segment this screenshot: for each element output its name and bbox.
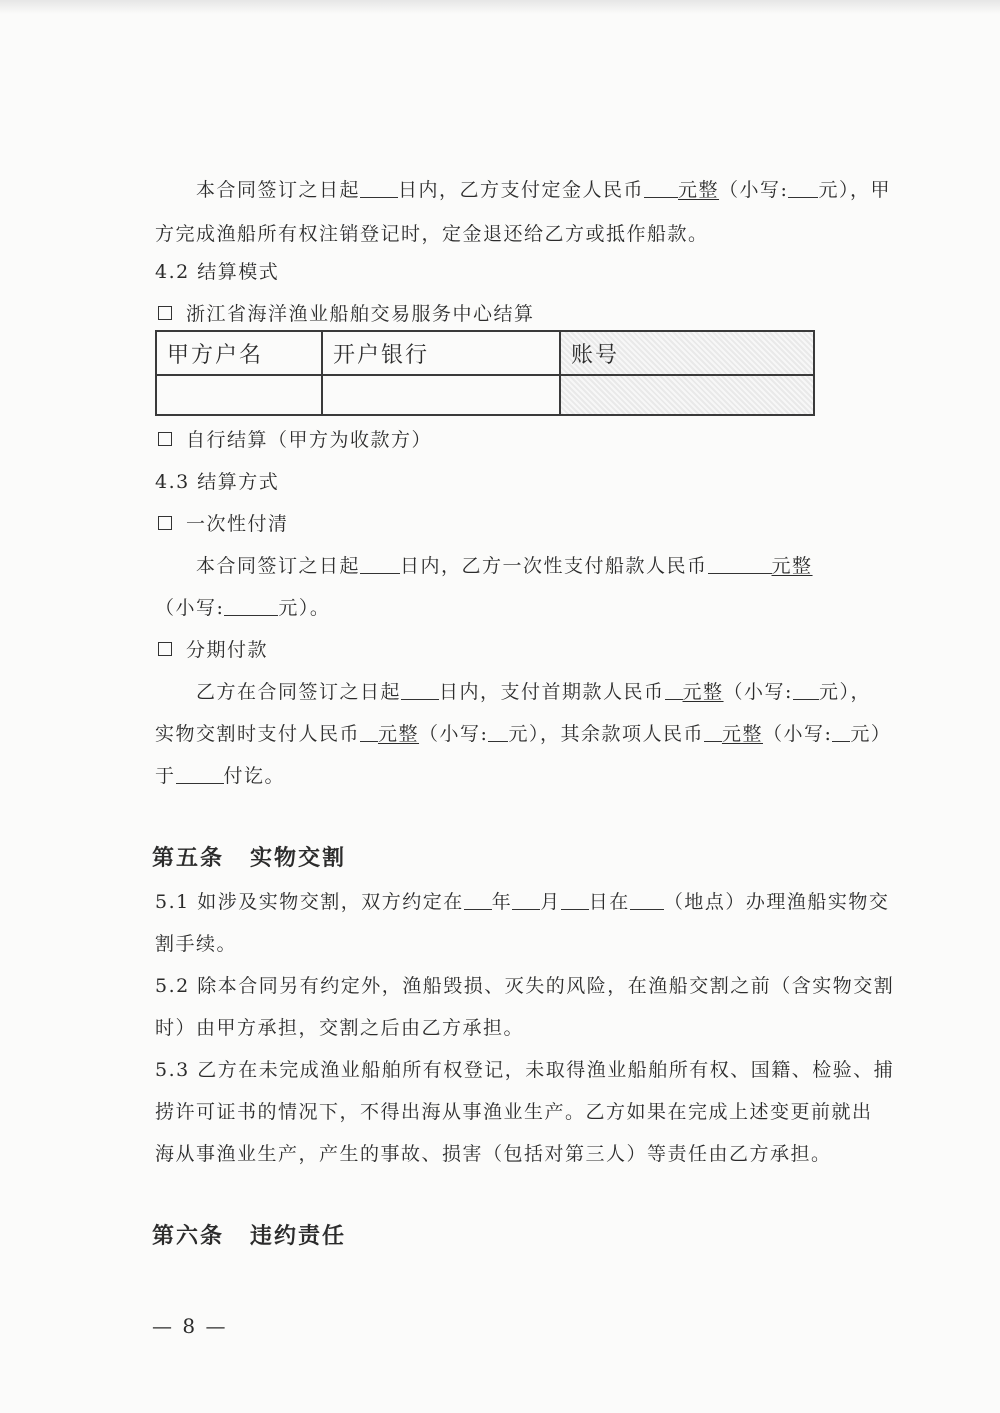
text: （小写: <box>762 723 833 745</box>
text: （小写: <box>723 681 793 703</box>
text: 日内，乙方一次性支付船款人民币 <box>400 555 708 577</box>
deposit-line-2: 方完成渔船所有权注销登记时，定金退还给乙方或抵作船款。 <box>155 223 709 245</box>
option-label: 一次性付清 <box>186 513 289 535</box>
article-5-heading <box>152 844 346 872</box>
checkbox[interactable] <box>158 642 172 656</box>
account-table <box>155 330 815 416</box>
text: 元整 <box>721 723 763 745</box>
deposit-line-1 <box>196 178 891 202</box>
article-title: 违约责任 <box>250 1223 347 1249</box>
option-self-settlement <box>158 428 432 452</box>
option-label: 浙江省海洋渔业船舶交易服务中心结算 <box>186 303 535 325</box>
text: 元整 <box>678 179 720 201</box>
page-number: — 8 — <box>152 1314 228 1338</box>
text: 乙方在合同签订之日起 <box>196 681 402 703</box>
one-time-line-1 <box>196 554 813 578</box>
cell-account-name[interactable] <box>156 375 322 415</box>
option-one-time <box>158 512 289 536</box>
text: 于 <box>155 765 176 787</box>
cell-account-number[interactable] <box>560 375 814 415</box>
blank-field <box>488 723 508 742</box>
text: 月 <box>540 891 561 913</box>
header-account-number: 账号 <box>560 331 814 375</box>
blank-field <box>176 765 224 784</box>
option-label: 自行结算（甲方为收款方） <box>186 429 433 451</box>
blank-field <box>793 681 819 700</box>
installment-line-3 <box>155 764 285 788</box>
blank-field <box>644 179 678 198</box>
article-number: 第六条 <box>152 1223 225 1249</box>
text: （小写: <box>719 179 789 201</box>
clause-5-3-line-1: 5.3 乙方在未完成渔业船舶所有权登记，未取得渔业船舶所有权、国籍、检验、捕 <box>155 1059 895 1081</box>
text: 年 <box>491 891 513 913</box>
article-title: 实物交割 <box>250 845 347 871</box>
article-number: 第五条 <box>152 845 225 871</box>
text: 元整 <box>378 723 420 745</box>
text: 本合同签订之日起 <box>196 555 361 577</box>
text: 实物交割时支付人民币 <box>155 723 361 745</box>
text: 元整 <box>682 681 724 703</box>
text: 元）。 <box>278 597 331 619</box>
text: 日在 <box>588 891 630 913</box>
text: （地点）办理渔船实物交 <box>663 891 890 913</box>
article-6-heading <box>152 1222 346 1250</box>
blank-field <box>360 555 400 574</box>
checkbox[interactable] <box>158 516 172 530</box>
text: 元） <box>850 723 892 745</box>
installment-line-1 <box>196 680 871 704</box>
blank-field <box>224 597 278 616</box>
text: 日内，乙方支付定金人民币 <box>398 179 645 201</box>
option-installment <box>158 638 268 662</box>
one-time-line-2 <box>155 596 330 620</box>
installment-line-2 <box>155 722 891 746</box>
text: 元），甲 <box>818 179 891 201</box>
text: 元）， <box>818 681 871 703</box>
text: 元整 <box>771 555 813 577</box>
text: （小写: <box>419 723 489 745</box>
text: （小写: <box>155 597 225 619</box>
section-4-3-title: 4.3 结算方式 <box>155 471 280 493</box>
checkbox[interactable] <box>158 432 172 446</box>
text: 日内，支付首期款人民币 <box>439 681 665 703</box>
scan-shadow <box>0 0 1000 14</box>
clause-5-2-line-1: 5.2 除本合同另有约定外，渔船毁损、灭失的风险，在渔船交割之前（含实物交割 <box>155 975 895 997</box>
blank-field <box>665 681 683 700</box>
blank-field <box>704 723 722 742</box>
header-account-name: 甲方户名 <box>156 331 322 375</box>
blank-field <box>360 723 378 742</box>
blank-field <box>561 891 589 910</box>
text: 付讫。 <box>223 765 286 787</box>
text: 5.1 如涉及实物交割，双方约定在 <box>155 891 464 913</box>
blank-field <box>360 179 398 198</box>
blank-field <box>401 681 439 700</box>
section-4-2-title: 4.2 结算模式 <box>155 261 280 283</box>
blank-field <box>788 179 818 198</box>
clause-5-3-line-2: 捞许可证书的情况下，不得出海从事渔业生产。乙方如果在完成上述变更前就出 <box>155 1101 873 1123</box>
option-label: 分期付款 <box>186 639 269 661</box>
clause-5-3-line-3: 海从事渔业生产，产生的事故、损害（包括对第三人）等责任由乙方承担。 <box>155 1143 832 1165</box>
option-center-settlement <box>158 302 535 326</box>
blank-field <box>512 891 540 910</box>
blank-field <box>832 723 850 742</box>
clause-5-2-line-2: 时）由甲方承担，交割之后由乙方承担。 <box>155 1017 525 1039</box>
cell-bank[interactable] <box>322 375 560 415</box>
checkbox[interactable] <box>158 306 172 320</box>
text: 元），其余款项人民币 <box>508 723 704 745</box>
text: 本合同签订之日起 <box>196 179 361 201</box>
blank-field <box>708 555 772 574</box>
blank-field <box>630 891 664 910</box>
blank-field <box>464 891 492 910</box>
header-bank: 开户银行 <box>322 331 560 375</box>
clause-5-1-line-2: 割手续。 <box>155 933 238 955</box>
clause-5-1-line-1 <box>155 890 889 914</box>
